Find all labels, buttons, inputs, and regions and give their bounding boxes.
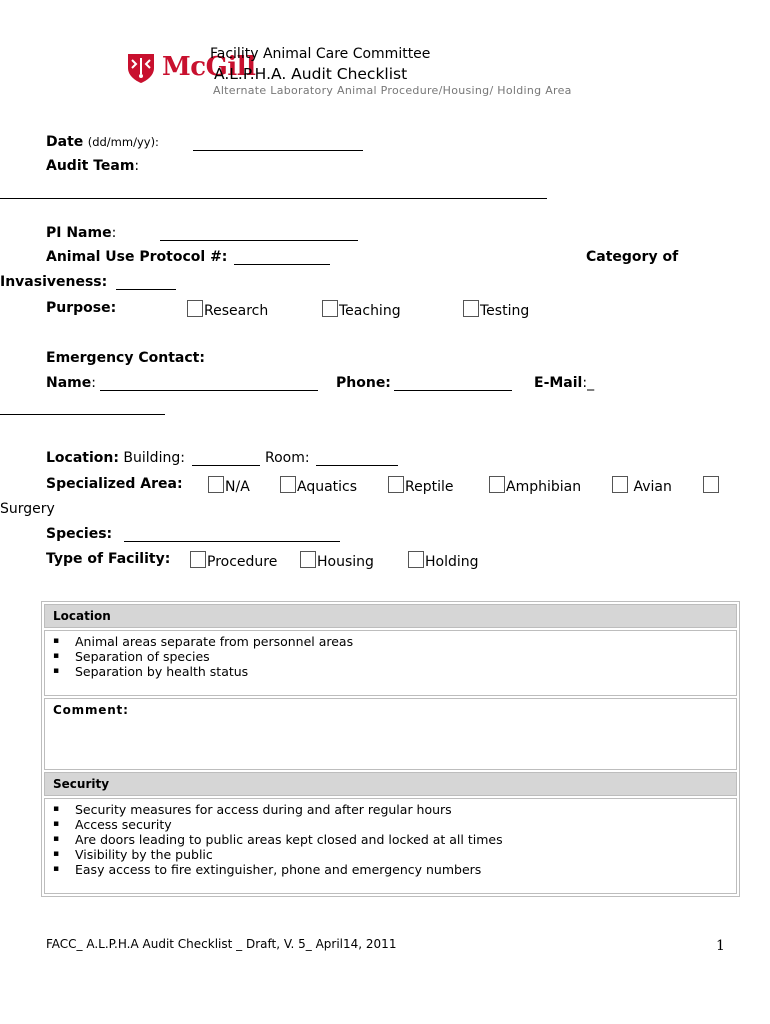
research-label: Research bbox=[204, 303, 269, 319]
reptile-label: Reptile bbox=[405, 479, 454, 495]
mcgill-crest-icon bbox=[126, 52, 156, 84]
facility-holding-option[interactable] bbox=[408, 551, 479, 570]
list-item: ▪ Security measures for access during and after regular hours bbox=[75, 802, 728, 817]
page-number: 1 bbox=[716, 938, 725, 954]
audit-team-label: Audit Team bbox=[46, 158, 135, 174]
na-checkbox[interactable] bbox=[208, 476, 224, 493]
protocol-label: Animal Use Protocol #: bbox=[46, 249, 228, 265]
surgery-label: Surgery bbox=[0, 501, 55, 517]
email-row: E-Mail:_ bbox=[534, 375, 595, 391]
housing-label: Housing bbox=[317, 554, 374, 570]
contact-name-row: Name: bbox=[46, 375, 96, 391]
purpose-research-option[interactable] bbox=[187, 300, 268, 319]
security-items-list bbox=[53, 802, 728, 877]
purpose-teaching-option[interactable] bbox=[322, 300, 401, 319]
list-item: ▪ Separation by health status bbox=[75, 664, 728, 679]
protocol-field[interactable] bbox=[234, 250, 330, 265]
contact-name-field[interactable] bbox=[100, 376, 318, 391]
building-field[interactable] bbox=[192, 451, 260, 466]
procedure-checkbox[interactable] bbox=[190, 551, 206, 568]
teaching-label: Teaching bbox=[339, 303, 401, 319]
pi-name-row: PI Name: bbox=[46, 225, 117, 241]
category-label: Category of bbox=[586, 249, 679, 265]
holding-label: Holding bbox=[425, 554, 479, 570]
list-item: ▪ Are doors leading to public areas kept closed and locked at all times bbox=[75, 832, 728, 847]
testing-checkbox[interactable] bbox=[463, 300, 479, 317]
comment-field[interactable] bbox=[44, 698, 737, 770]
testing-label: Testing bbox=[480, 303, 530, 319]
date-label: Date bbox=[46, 134, 84, 150]
species-field[interactable] bbox=[124, 527, 340, 542]
email-label: E-Mail bbox=[534, 375, 583, 391]
building-label: Building: bbox=[123, 450, 185, 466]
procedure-label: Procedure bbox=[207, 554, 278, 570]
date-format: (dd/mm/yy): bbox=[87, 135, 159, 149]
surgery-checkbox[interactable] bbox=[703, 476, 719, 493]
specialized-reptile-option[interactable] bbox=[388, 476, 453, 495]
specialized-aquatics-option[interactable] bbox=[280, 476, 357, 495]
list-item: ▪ Visibility by the public bbox=[75, 847, 728, 862]
invasiveness-field[interactable] bbox=[116, 275, 176, 290]
holding-checkbox[interactable] bbox=[408, 551, 424, 568]
pi-name-field[interactable] bbox=[160, 226, 358, 241]
housing-checkbox[interactable] bbox=[300, 551, 316, 568]
facility-procedure-option[interactable] bbox=[190, 551, 277, 570]
location-label: Location: bbox=[46, 450, 119, 466]
purpose-testing-option[interactable] bbox=[463, 300, 529, 319]
audit-team-field[interactable] bbox=[0, 184, 547, 199]
invasiveness-label: Invasiveness: bbox=[0, 274, 108, 290]
species-label: Species: bbox=[46, 526, 113, 542]
email-field[interactable] bbox=[0, 400, 165, 415]
location-section-header: Location bbox=[44, 604, 737, 628]
footer-text: FACC_ A.L.P.H.A Audit Checklist _ Draft, V. 5_ April14, 2011 bbox=[46, 937, 397, 951]
teaching-checkbox[interactable] bbox=[322, 300, 338, 317]
reptile-checkbox[interactable] bbox=[388, 476, 404, 493]
location-section-body bbox=[44, 630, 737, 696]
contact-name-label: Name bbox=[46, 375, 92, 391]
list-item: ▪ Easy access to fire extinguisher, phone and emergency numbers bbox=[75, 862, 728, 877]
facility-housing-option[interactable] bbox=[300, 551, 374, 570]
committee-name: Facility Animal Care Committee bbox=[210, 46, 431, 62]
audit-checklist-table bbox=[41, 601, 740, 897]
location-row bbox=[46, 450, 185, 466]
purpose-label: Purpose: bbox=[46, 300, 117, 316]
phone-field[interactable] bbox=[394, 376, 512, 391]
room-label: Room: bbox=[265, 450, 310, 466]
document-subtitle: Alternate Laboratory Animal Procedure/Housing/ Holding Area bbox=[213, 84, 572, 97]
audit-team-row: Audit Team: bbox=[46, 158, 140, 174]
avian-label: Avian bbox=[633, 479, 672, 495]
specialized-amphibian-option[interactable] bbox=[489, 476, 581, 495]
comment-label: Comment: bbox=[53, 703, 129, 717]
avian-checkbox[interactable] bbox=[612, 476, 628, 493]
amphibian-label: Amphibian bbox=[506, 479, 582, 495]
room-field[interactable] bbox=[316, 451, 398, 466]
research-checkbox[interactable] bbox=[187, 300, 203, 317]
list-item: ▪ Access security bbox=[75, 817, 728, 832]
location-items-list bbox=[53, 634, 728, 679]
security-section-header: Security bbox=[44, 772, 737, 796]
na-label: N/A bbox=[225, 479, 250, 495]
specialized-avian-option[interactable] bbox=[612, 476, 672, 495]
phone-label: Phone: bbox=[336, 375, 391, 391]
emergency-contact-label: Emergency Contact: bbox=[46, 350, 205, 366]
date-field[interactable] bbox=[193, 136, 363, 151]
aquatics-checkbox[interactable] bbox=[280, 476, 296, 493]
list-item: ▪ Separation of species bbox=[75, 649, 728, 664]
logo-wordmark: McGill bbox=[162, 52, 256, 82]
specialized-area-label: Specialized Area: bbox=[46, 476, 183, 492]
aquatics-label: Aquatics bbox=[297, 479, 358, 495]
pi-name-label: PI Name bbox=[46, 225, 112, 241]
date-row bbox=[46, 134, 159, 150]
specialized-na-option[interactable] bbox=[208, 476, 250, 495]
facility-type-label: Type of Facility: bbox=[46, 551, 171, 567]
amphibian-checkbox[interactable] bbox=[489, 476, 505, 493]
document-title: A.L.P.H.A. Audit Checklist bbox=[214, 65, 408, 83]
list-item: ▪ Animal areas separate from personnel areas bbox=[75, 634, 728, 649]
security-section-body bbox=[44, 798, 737, 894]
